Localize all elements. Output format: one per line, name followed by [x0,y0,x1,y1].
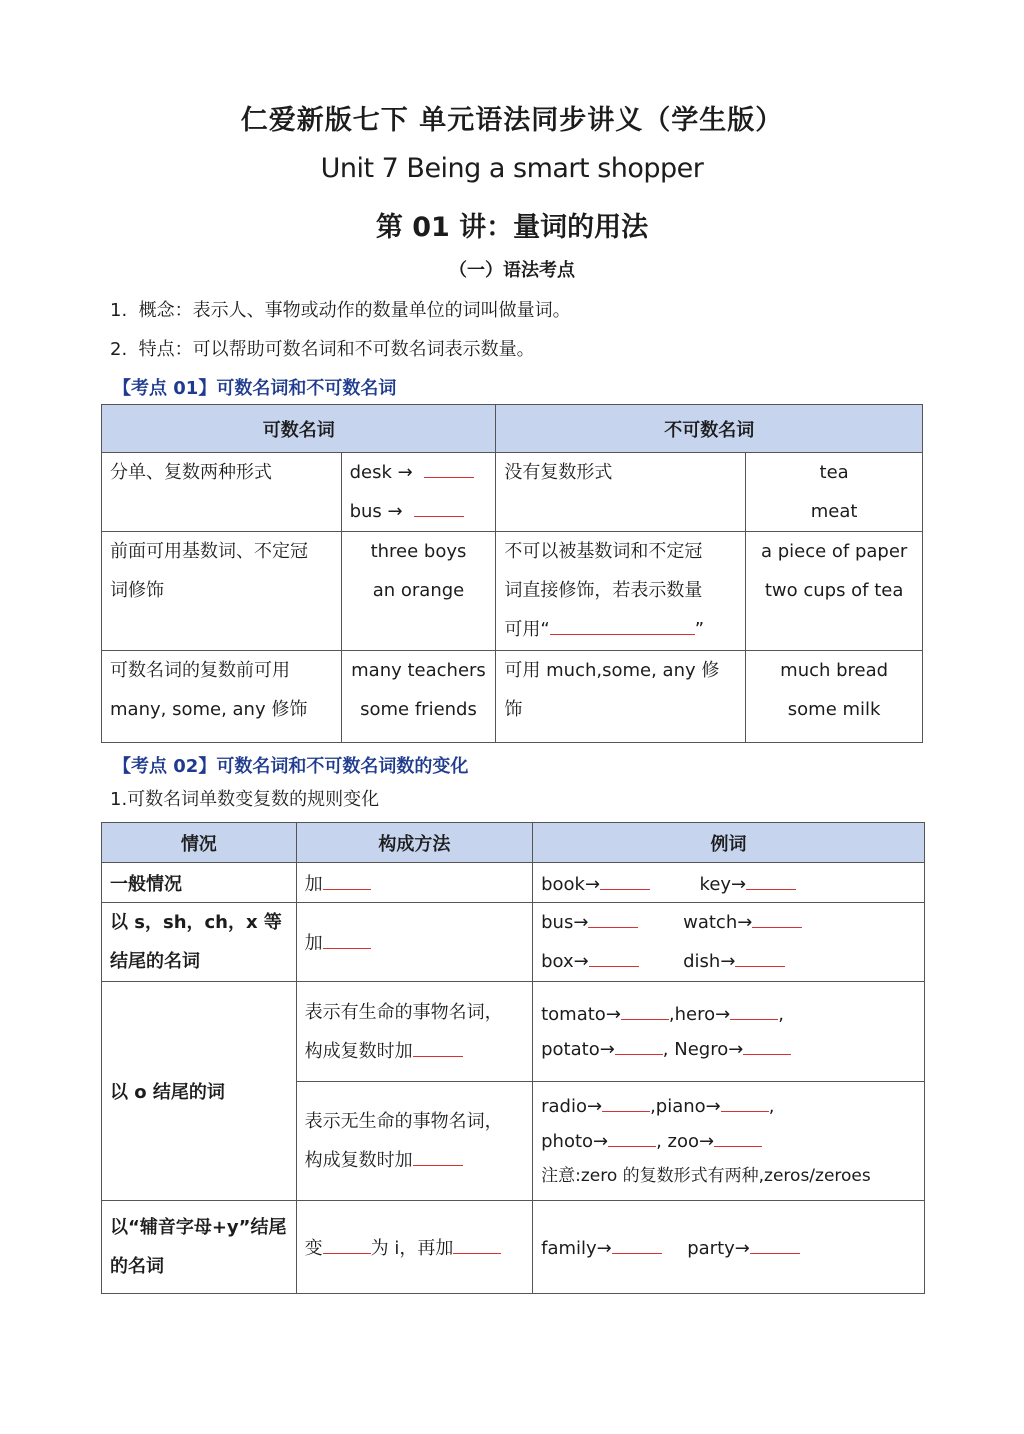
example-text: meat [810,501,858,522]
method-cell [296,863,532,903]
method-cell [296,1201,532,1294]
table-row [102,532,923,651]
header-countable: 可数名词 [102,405,496,453]
example-text: box→ [541,951,589,972]
example-text: party→ [687,1238,750,1259]
cell-line: 可用 much,some, any 修 [504,660,720,681]
answer-blank[interactable] [550,616,695,635]
example-text: some milk [787,699,881,720]
example-text: , [778,1003,784,1025]
method-cell [296,1082,532,1201]
examples-cell [533,903,925,982]
answer-blank[interactable] [714,1128,762,1147]
cell-line: 不可以被基数词和不定冠 [504,541,703,562]
cell-line: 前面可用基数词、不定冠 [110,541,308,562]
method-cell [296,903,532,982]
answer-blank[interactable] [730,1001,778,1020]
example-text: an orange [372,580,465,601]
answer-blank[interactable] [750,1235,800,1254]
cell-text: 可用“ [504,619,550,640]
example-text: dish→ [683,951,736,972]
header-examples: 例词 [533,823,925,863]
examples-cell [533,982,925,1082]
cell-line: 词修饰 [110,580,164,601]
cell-text [102,532,342,651]
answer-blank[interactable] [424,459,474,478]
examples-cell [533,1082,925,1201]
cell-text: 没有复数形式 [496,453,746,532]
example-text: ,piano→ [650,1095,721,1117]
answer-blank[interactable] [453,1235,501,1254]
cell-text [102,651,342,743]
answer-blank[interactable] [413,1147,463,1166]
cell-examples [341,453,496,532]
unit-title: Unit 7 Being a smart shopper [320,153,704,184]
answer-blank[interactable] [735,948,785,967]
method-text: 构成复数时加 [304,1150,413,1171]
example-text: ,hero→ [668,1003,731,1025]
point-2-text: 特点：可以帮助可数名词和不可数名词表示数量。 [138,339,535,360]
cell-examples [341,532,496,651]
header-method: 构成方法 [296,823,532,863]
cell-line: 可数名词的复数前可用 [110,660,290,681]
method-cell [296,982,532,1082]
cell-line: 饰 [504,699,523,720]
answer-blank[interactable] [602,1093,650,1112]
answer-blank[interactable] [721,1093,769,1112]
table-row [102,863,925,903]
example-text: family→ [541,1238,612,1259]
point-1-text: 概念：表示人、事物或动作的数量单位的词叫做量词。 [138,300,571,321]
note-text: 注意:zero 的复数形式有两种,zeros/zeroes [541,1165,871,1186]
cell-examples [341,651,496,743]
cell-examples [746,453,923,532]
cell-line [504,610,737,649]
kp1-title: 【考点 01】可数名词和不可数名词 [113,378,397,399]
answer-blank[interactable] [608,1128,656,1147]
case-text: 一般情况 [102,863,297,903]
answer-blank[interactable] [589,948,639,967]
example-text: radio→ [541,1095,603,1117]
case-text [102,1201,297,1294]
table-row [102,1201,925,1294]
section-heading: （一）语法考点 [449,260,575,281]
example-text: , [768,1095,775,1117]
examples-cell [533,1201,925,1294]
answer-blank[interactable] [600,871,650,890]
example-text: book→ [541,873,601,895]
example-bus: bus → [349,501,403,522]
example-text: potato→ [541,1038,615,1060]
table-row [102,651,923,743]
point-2 [110,335,535,361]
answer-blank[interactable] [323,1235,371,1254]
example-text: bus→ [541,912,589,933]
answer-blank[interactable] [621,1001,669,1020]
point-1 [110,296,571,322]
example-text: much bread [780,660,889,681]
answer-blank[interactable] [743,1036,791,1055]
answer-blank[interactable] [615,1036,663,1055]
answer-blank[interactable] [588,909,638,928]
table-row [102,453,923,532]
kp2-title: 【考点 02】可数名词和不可数名词数的变化 [113,756,469,777]
method-text: 为 i，再加 [370,1238,454,1259]
header-uncountable: 不可数名词 [496,405,923,453]
cell-text [496,532,746,651]
method-line: 表示无生命的事物名词， [304,1111,503,1132]
method-text: 构成复数时加 [304,1040,413,1062]
example-text: tomato→ [541,1003,621,1025]
example-text: , Negro→ [662,1038,744,1060]
example-text: watch→ [683,912,753,933]
example-text: many teachers [351,660,486,681]
method-text: 加 [304,873,323,895]
method-line: 表示有生命的事物名词， [304,1001,503,1023]
case-line: 以“辅音字母+y”结尾 [110,1217,287,1238]
example-text: two cups of tea [764,580,904,601]
example-desk: desk → [349,462,413,483]
example-text: photo→ [541,1130,609,1152]
case-line: 以 s，sh，ch，x 等 [110,912,282,933]
countable-noun-table [101,404,923,743]
plural-rules-table [101,822,925,1294]
table-row [102,982,925,1082]
answer-blank[interactable] [413,1038,463,1057]
cell-line: 词直接修饰，若表示数量 [504,580,703,601]
answer-blank[interactable] [746,871,796,890]
lecture-title: 第 01 讲：量词的用法 [375,212,649,243]
method-text: 加 [304,933,323,954]
case-line: 结尾的名词 [110,951,200,972]
answer-blank[interactable] [752,909,802,928]
cell-examples [746,651,923,743]
answer-blank[interactable] [612,1235,662,1254]
example-text: three boys [370,541,467,562]
examples-cell [533,863,925,903]
header-case: 情况 [102,823,297,863]
cell-line: many, some, any 修饰 [110,699,308,720]
case-text [102,903,297,982]
answer-blank[interactable] [323,871,371,890]
example-text: , zoo→ [656,1130,715,1152]
method-text: 变 [304,1238,323,1259]
page-title: 仁爱新版七下 单元语法同步讲义（学生版） [240,105,784,136]
example-text: key→ [699,873,747,895]
case-line: 的名词 [110,1256,164,1277]
point-2-number: 2. [110,339,128,360]
cell-text [496,651,746,743]
cell-examples [746,532,923,651]
cell-text: 分单、复数两种形式 [102,453,342,532]
example-text: some friends [360,699,477,720]
point-1-number: 1. [110,300,128,321]
answer-blank[interactable] [323,930,371,949]
case-text: 以 o 结尾的词 [102,982,297,1201]
answer-blank[interactable] [414,498,464,517]
kp2-subtitle: 1.可数名词单数变复数的规则变化 [110,789,380,810]
cell-text: ” [694,619,705,640]
example-text: a piece of paper [760,541,908,562]
example-text: tea [819,462,849,483]
table-row [102,903,925,982]
